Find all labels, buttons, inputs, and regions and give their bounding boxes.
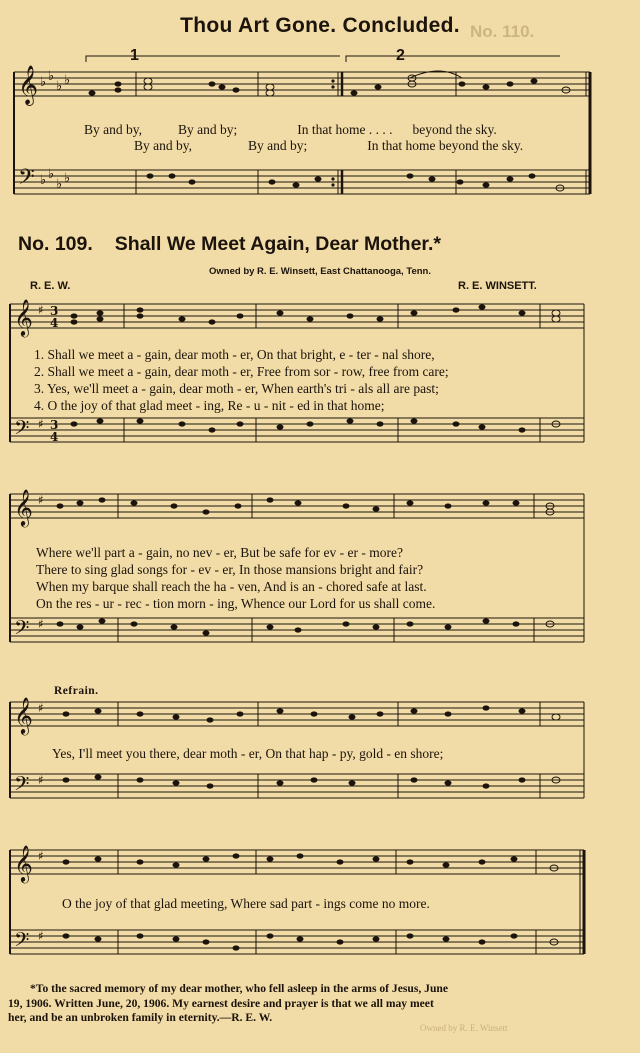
music-by: R. E. WINSETT. — [458, 280, 537, 292]
hymn-title: Shall We Meet Again, Dear Mother.* — [114, 233, 441, 255]
footnote-line2: 19, 1906. Written June, 20, 1906. My earnest desire and prayer is that we all may meet — [8, 996, 434, 1010]
hymn-heading — [18, 233, 441, 256]
verse1-line2: Where we'll part a - gain, no nev - er, But be safe for ev - er - more? — [36, 545, 403, 560]
verse4-line1: 4. O the joy of that glad meet - ing, Re - u - nit - ed in that home; — [34, 398, 385, 413]
top-piece-title: Thou Art Gone. Concluded. — [180, 14, 460, 37]
top-lyric-line2: By and by, By and by; In that home beyond the sky. — [134, 138, 524, 153]
hymn-number: No. 109. — [18, 233, 93, 255]
verse3-line2: When my barque shall reach the ha - ven, And is an - chored safe at last. — [36, 579, 427, 594]
svg-text:𝄢: 𝄢 — [14, 772, 30, 800]
svg-text:𝄞: 𝄞 — [14, 298, 33, 336]
svg-text:♭: ♭ — [64, 73, 71, 88]
svg-text:♭: ♭ — [48, 167, 55, 182]
svg-text:♭: ♭ — [56, 79, 63, 94]
refrain-lyric-line1: Yes, I'll meet you there, dear moth - er, On that hap - py, gold - en shore; — [52, 746, 444, 761]
svg-text:♯: ♯ — [38, 617, 44, 631]
top-lyric-line1: By and by, By and by; In that home . . . . beyond the sky. — [84, 122, 497, 137]
footnote-line3: her, and be an unbroken family in eternity.—R. E. W. — [8, 1011, 273, 1024]
svg-text:𝄢: 𝄢 — [18, 165, 35, 195]
verse2-line2: There to sing glad songs for - ev - er, In those mansions bright and fair? — [36, 562, 424, 577]
verse2-line1: 2. Shall we meet a - gain, dear moth - er, Free from sor - row, free from care; — [34, 364, 449, 379]
verse1-line1: 1. Shall we meet a - gain, dear moth - er, On that bright, e - ter - nal shore, — [34, 347, 435, 362]
svg-text:𝄢: 𝄢 — [14, 928, 30, 956]
svg-text:4: 4 — [50, 430, 59, 444]
svg-text:𝄢: 𝄢 — [14, 616, 30, 644]
svg-text:𝄢: 𝄢 — [14, 416, 30, 444]
svg-text:♭: ♭ — [64, 171, 71, 186]
svg-text:♯: ♯ — [38, 849, 44, 863]
svg-text:♯: ♯ — [38, 701, 44, 715]
svg-text:𝄞: 𝄞 — [14, 696, 33, 734]
svg-text:♯: ♯ — [38, 417, 44, 431]
svg-text:♯: ♯ — [38, 773, 44, 787]
verse4-line2: On the res - ur - rec - tion morn - ing, Whence our Lord for us shall come. — [36, 596, 436, 611]
svg-text:♯: ♯ — [38, 929, 44, 943]
svg-text:♭: ♭ — [56, 177, 63, 192]
svg-text:4: 4 — [50, 316, 59, 330]
first-ending-number: 1 — [130, 47, 139, 64]
svg-text:♭: ♭ — [40, 75, 47, 90]
svg-text:♭: ♭ — [40, 173, 47, 188]
svg-text:𝄞: 𝄞 — [14, 844, 33, 882]
footnote-line1: *To the sacred memory of my dear mother, who fell asleep in the arms of Jesus, June — [30, 982, 448, 995]
refrain-label: Refrain. — [54, 685, 99, 697]
svg-text:3: 3 — [50, 304, 59, 318]
bleed-through-footer: Owned by R. E. Winsett — [420, 1023, 508, 1033]
words-by: R. E. W. — [30, 280, 71, 292]
svg-text:3: 3 — [50, 418, 59, 432]
svg-text:♯: ♯ — [38, 303, 44, 317]
svg-text:𝄞: 𝄞 — [18, 65, 39, 105]
verse3-line1: 3. Yes, we'll meet a - gain, dear moth - er, When earth's tri - als all are past; — [34, 381, 439, 396]
ownership-note: Owned by R. E. Winsett, East Chattanooga, Tenn. — [209, 266, 431, 277]
footnote — [8, 982, 634, 1026]
svg-text:♯: ♯ — [38, 493, 44, 507]
bleed-through-text: No. 110. — [470, 22, 535, 41]
svg-text:𝄞: 𝄞 — [14, 488, 33, 526]
second-ending-number: 2 — [396, 47, 405, 64]
refrain-lyric-line2: O the joy of that glad meeting, Where sad part - ings come no more. — [62, 896, 430, 911]
svg-text:♭: ♭ — [48, 69, 55, 84]
